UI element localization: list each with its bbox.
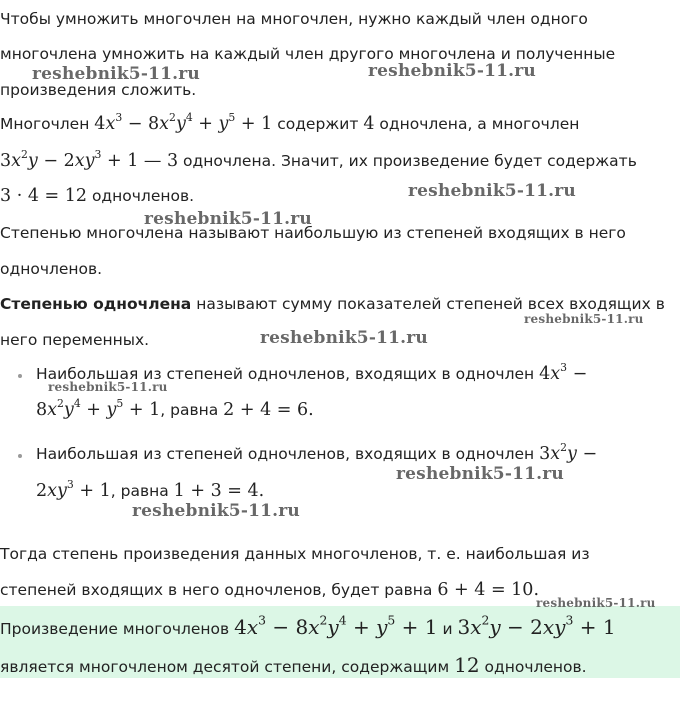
result-line-1: Произведение многочленов $4x^3 - 8x^2y^4 + y^5 + 1$ и $3x^2y - 2xy^3 + 1$ bbox=[0, 612, 616, 639]
watermark: reshebnik5-11.ru bbox=[368, 61, 536, 81]
count-line-3: 3 · 4 = 12 одночленов. bbox=[0, 186, 195, 206]
bullet-dot-1 bbox=[18, 374, 22, 378]
bullet-1-line-1: Наибольшая из степеней одночленов, входящих в одночлен $4x^3$ − bbox=[36, 360, 588, 384]
watermark: reshebnik5-11.ru bbox=[408, 181, 576, 201]
watermark: reshebnik5-11.ru bbox=[524, 312, 644, 326]
definition-line-2: одночленов. bbox=[0, 260, 103, 278]
definition-line-1: Степенью многочлена называют наибольшую из степеней входящих в него bbox=[0, 224, 626, 242]
intro-line-3: произведения сложить. bbox=[0, 81, 197, 99]
polynomial-1-formula: $4x^3 - 8x^2y^4 + y^5 + 1$ bbox=[94, 110, 273, 134]
monomial-def-term: Степенью одночлена bbox=[0, 295, 192, 313]
watermark: reshebnik5-11.ru bbox=[48, 380, 168, 394]
intro-line-1: Чтобы умножить многочлен на многочлен, нужно каждый член одного bbox=[0, 10, 588, 28]
watermark: reshebnik5-11.ru bbox=[144, 209, 312, 229]
bullet-1-degree-formula: 2 + 4 = 6. bbox=[223, 400, 314, 420]
conclusion-line-2: степеней входящих в него одночленов, будет равна 6 + 4 = 10. bbox=[0, 580, 540, 600]
count-product-formula: 3 · 4 = 12 bbox=[0, 186, 88, 206]
count-line-1: Многочлен $4x^3 - 8x^2y^4 + y^5 + 1$ содержит 4 одночлена, а многочлен bbox=[0, 110, 580, 134]
count-line-2: $3x^2y - 2xy^3 + 1$ — 3 одночлена. Значит, их произведение будет содержать bbox=[0, 147, 637, 171]
result-count-12: 12 bbox=[454, 653, 480, 677]
watermark: reshebnik5-11.ru bbox=[32, 64, 200, 84]
result-polynomial-2: $3x^2y - 2xy^3 + 1$ bbox=[457, 612, 616, 639]
polynomial-2-formula: $3x^2y - 2xy^3 + 1$ — 3 bbox=[0, 147, 179, 171]
intro-line-2: многочлена умножить на каждый член другого многочлена и полученные bbox=[0, 45, 616, 63]
conclusion-degree-formula: 6 + 4 = 10. bbox=[437, 580, 540, 600]
watermark: reshebnik5-11.ru bbox=[132, 501, 300, 521]
bullet-2-degree-formula: 1 + 3 = 4. bbox=[173, 481, 265, 501]
watermark: reshebnik5-11.ru bbox=[260, 328, 428, 348]
result-line-2: является многочленом десятой степени, содержащим 12 одночленов. bbox=[0, 653, 587, 677]
bullet-1-line-2: $8x^2y^4 + y^5 + 1$, равна 2 + 4 = 6. bbox=[36, 396, 314, 420]
watermark: reshebnik5-11.ru bbox=[536, 596, 656, 610]
monomial-def-line-2: него переменных. bbox=[0, 331, 150, 349]
result-polynomial-1: $4x^3 - 8x^2y^4 + y^5 + 1$ bbox=[234, 612, 438, 639]
bullet-2-line-2: $2xy^3 + 1$, равна 1 + 3 = 4. bbox=[36, 477, 265, 501]
bullet-2-line-1: Наибольшая из степеней одночленов, входящих в одночлен $3x^2y$ − bbox=[36, 440, 598, 464]
bullet-dot-2 bbox=[18, 454, 22, 458]
monomial-def-line-1: Степенью одночлена называют сумму показателей степеней всех входящих в bbox=[0, 295, 665, 313]
count-4: 4 bbox=[363, 114, 375, 134]
watermark: reshebnik5-11.ru bbox=[396, 464, 564, 484]
conclusion-line-1: Тогда степень произведения данных многочленов, т. е. наибольшая из bbox=[0, 545, 590, 563]
